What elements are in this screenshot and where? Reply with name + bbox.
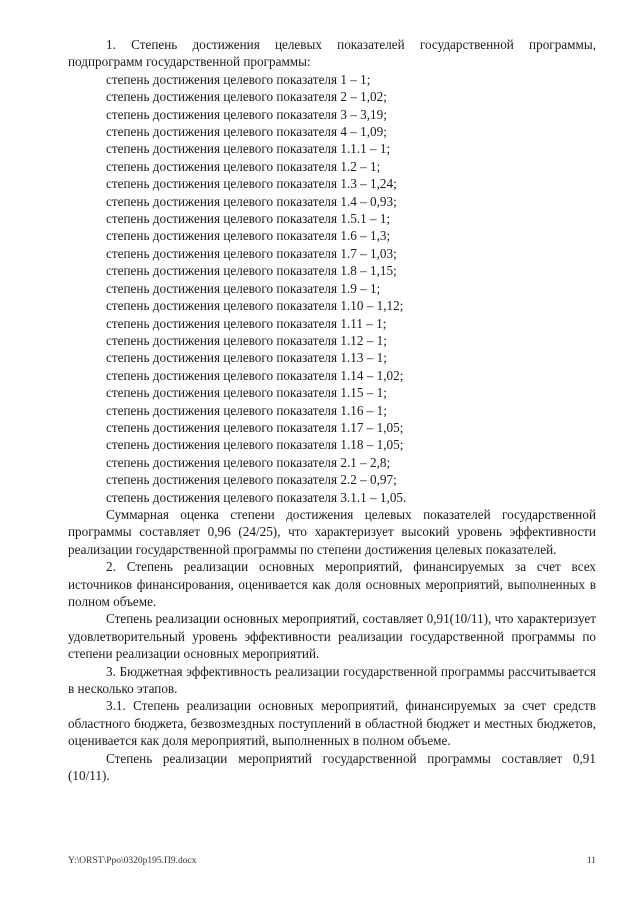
list-item: степень достижения целевого показателя 2 – 1,02; xyxy=(106,89,387,105)
section-2-result-paragraph: Степень реализации основных мероприятий, составляет 0,91(10/11), что характеризует удовлетворительный уровень эффективности реализации государственной программы по степени реализации основных мероприятий. xyxy=(68,611,596,662)
list-item: степень достижения целевого показателя 1.9 – 1; xyxy=(106,280,381,296)
list-item: степень достижения целевого показателя 1.13 – 1; xyxy=(106,350,387,366)
section-2-paragraph: 2. Степень реализации основных мероприятий, финансируемых за счет всех источников финансирования, оценивается как доля основных мероприятий, выполненных в полном объеме. xyxy=(68,559,596,609)
list-item: степень достижения целевого показателя 1.8 – 1,15; xyxy=(106,263,397,279)
list-item: степень достижения целевого показателя 1.2 – 1; xyxy=(106,158,381,174)
document-page xyxy=(68,36,596,784)
page-footer xyxy=(68,856,596,866)
list-item: степень достижения целевого показателя 1.15 – 1; xyxy=(106,385,387,401)
list-item: степень достижения целевого показателя 1.16 – 1; xyxy=(106,402,387,418)
list-item: степень достижения целевого показателя 3 – 3,19; xyxy=(106,106,387,122)
list-item: степень достижения целевого показателя 1.1.1 – 1; xyxy=(106,141,391,157)
list-item: степень достижения целевого показателя 1.17 – 1,05; xyxy=(106,419,404,435)
section-3-1-result-paragraph: Степень реализации мероприятий государственной программы составляет 0,91 (10/11). xyxy=(68,750,596,784)
list-item: степень достижения целевого показателя 1.14 – 1,02; xyxy=(106,367,404,383)
section-1-heading-line-2: подпрограмм государственной программы: xyxy=(68,54,311,70)
section-3-paragraph: 3. Бюджетная эффективность реализации государственной программы рассчитывается в несколько этапов. xyxy=(68,663,596,697)
indicator-list xyxy=(68,71,596,506)
list-item: степень достижения целевого показателя 1.18 – 1,05; xyxy=(106,437,404,453)
list-item: степень достижения целевого показателя 1.3 – 1,24; xyxy=(106,176,397,192)
summary-paragraph: Суммарная оценка степени достижения целевых показателей государственной программы составляет 0,96 (24/25), что характеризует высокий уровень эффективности реализации государственной программы по степени достижения целевых показателей. xyxy=(68,506,596,557)
list-item: степень достижения целевого показателя 1.12 – 1; xyxy=(106,332,387,348)
section-1-heading-line-1: 1. Степень достижения целевых показателей государственной программы, xyxy=(106,37,596,52)
list-item: степень достижения целевого показателя 1.7 – 1,03; xyxy=(106,245,397,261)
list-item: степень достижения целевого показателя 2.2 – 0,97; xyxy=(106,472,397,488)
list-item: степень достижения целевого показателя 4 – 1,09; xyxy=(106,124,387,140)
list-item: степень достижения целевого показателя 1.6 – 1,3; xyxy=(106,228,391,244)
list-item: степень достижения целевого показателя 3.1.1 – 1,05. xyxy=(106,489,407,505)
list-item: степень достижения целевого показателя 1 – 1; xyxy=(106,71,371,87)
section-3-1-paragraph: 3.1. Степень реализации основных мероприятий, финансируемых за счет средств областного бюджета, безвозмездных поступлений в областной бюджет и местных бюджетов, оценивается как доля мероприятий, выполненных в полном объеме. xyxy=(68,698,596,749)
footer-page-number: 11 xyxy=(586,856,596,866)
list-item: степень достижения целевого показателя 1.10 – 1,12; xyxy=(106,298,404,314)
footer-file-path: Y:\ORST\Ppo\0320p195.П9.docx xyxy=(68,856,197,866)
list-item: степень достижения целевого показателя 1.4 – 0,93; xyxy=(106,193,397,209)
list-item: степень достижения целевого показателя 1.5.1 – 1; xyxy=(106,211,391,227)
list-item: степень достижения целевого показателя 1.11 – 1; xyxy=(106,315,387,331)
list-item: степень достижения целевого показателя 2.1 – 2,8; xyxy=(106,454,391,470)
